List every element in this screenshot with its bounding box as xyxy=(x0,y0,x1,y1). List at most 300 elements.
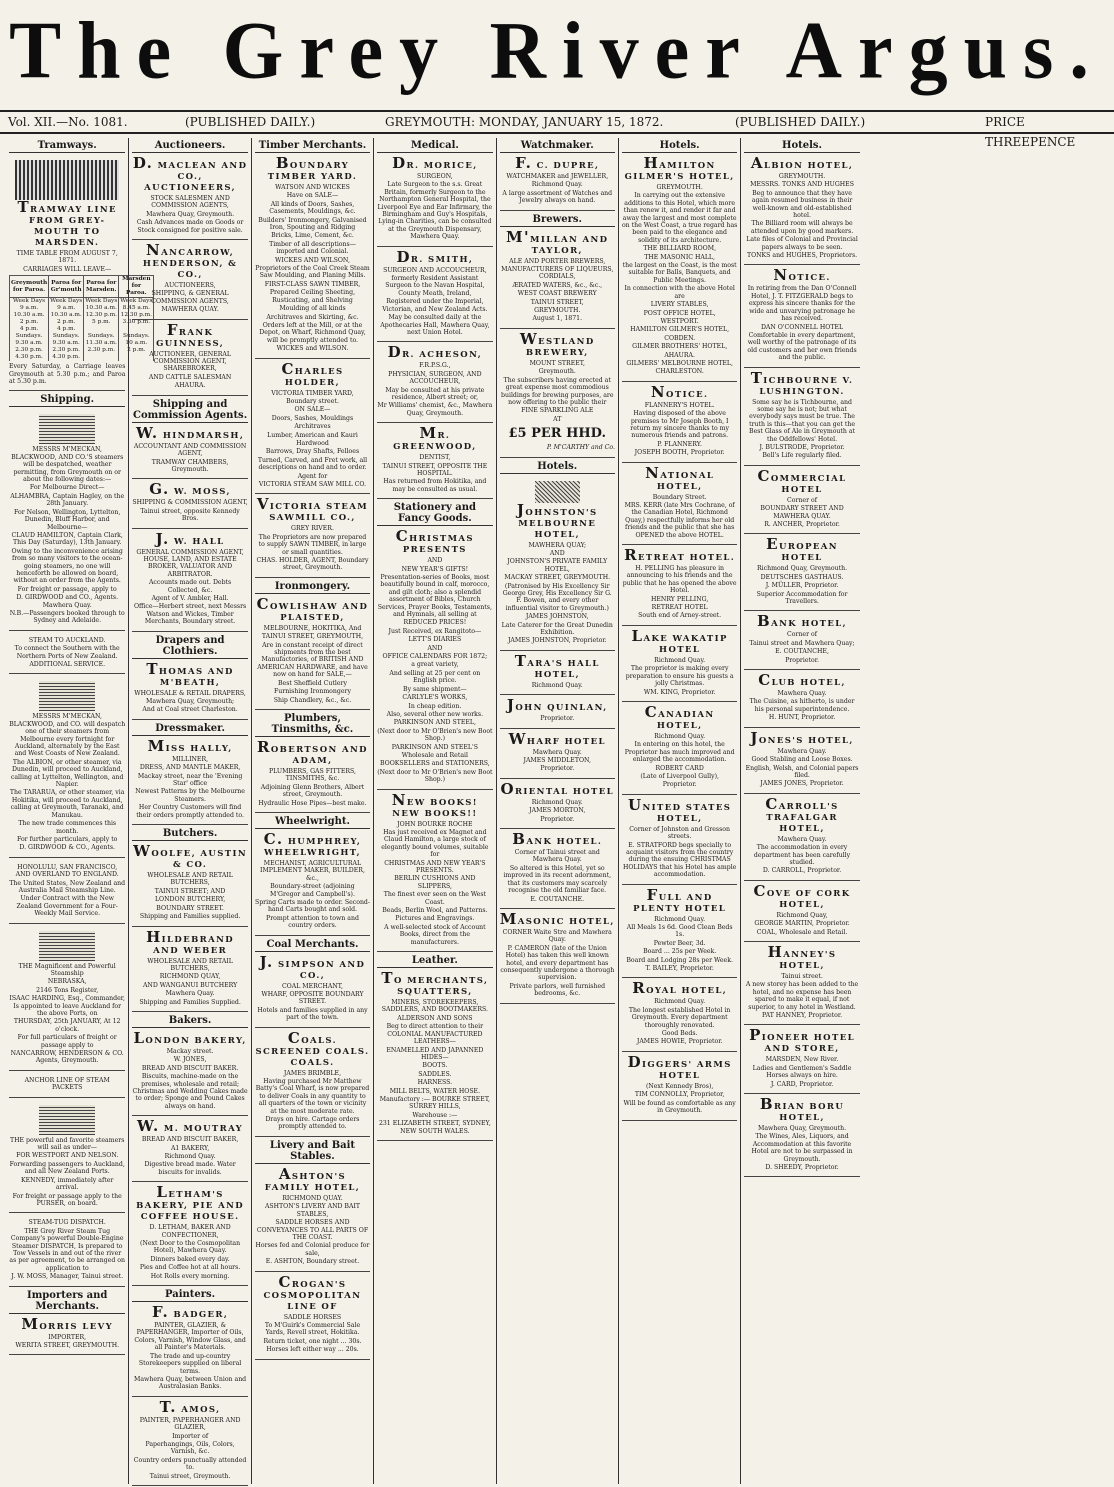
advertisement xyxy=(132,156,247,240)
advertisement-line: The United States, New Zealand and Australia Mail Steamship Line. xyxy=(9,879,126,894)
advertisement xyxy=(9,927,125,1071)
advertisement-line: SADDLE HORSES AND CONVEYANCES TO ALL PARTS OF THE COAST. xyxy=(256,1219,369,1241)
advertisement-line: JAMES JONES, Proprietor. xyxy=(760,780,844,788)
advertisement-line: FINE SPARKLING ALE xyxy=(521,407,594,415)
advertisement-line: Some say he is Tichbourne, and some say he is not; but what everybody says must be true. The truth is this—that you can get the Best Glass of Ale in Greymouth at the Oddfellows' Hotel. xyxy=(749,398,856,443)
advertisement xyxy=(132,1028,248,1116)
advertisement xyxy=(9,1074,125,1098)
advertisement-line: MANUFACTURERS OF LIQUEURS, CORDIALS, xyxy=(501,266,614,281)
advertisement-line: D. GIRDWOOD and CO., Agents. Mawhera Quay. xyxy=(16,594,119,609)
section-heading: Timber Merchants. xyxy=(255,140,370,153)
advertisement-line: WHOLESALE AND RETAIL BUTCHERS, xyxy=(147,872,233,887)
advertisement-line: (Patronised by His Excellency Sir George Grey, His Excellency Sir G. F. Bowen, and every other influential visitor to Greymouth.) xyxy=(502,582,612,612)
advertisement-line: Richmond Quay, Greymouth. xyxy=(757,565,848,573)
advertisement-line: MAWHERA QUAY; xyxy=(528,541,587,549)
advertisement-title: WHARF HOTEL xyxy=(508,729,606,748)
advertisement-line: Proprietor. xyxy=(662,781,697,789)
advertisement xyxy=(377,790,492,953)
advertisement-line: Manufactory :— BOURKE STREET, SURREY HILLS, xyxy=(379,1095,490,1111)
advertisement-line: ALHAMBRA, Captain Hagley, on the 28th January. xyxy=(10,492,125,508)
advertisement-line: WHOLESALE & RETAIL DRAPERS, xyxy=(134,689,246,697)
advertisement-line: For Melbourne Direct— xyxy=(29,484,105,492)
advertisement xyxy=(132,659,247,720)
advertisement-line: GILMERS' MELBOURNE HOTEL, xyxy=(626,359,733,367)
advertisement-line: F.R.P.S.G., xyxy=(419,362,451,370)
advertisement-line: WHARF, OPPOSITE BOUNDARY STREET. xyxy=(261,991,364,1006)
advertisement-title: J. SIMPSON AND CO., xyxy=(259,952,366,981)
advertisement-line: Turned, Carved, and Fret work, all descriptions on hand and to order. xyxy=(257,456,368,472)
advertisement-line: Under Contract with the New Zealand Government for a Four-Weekly Mail Service. xyxy=(16,895,118,918)
advertisement-line: Richmond Quay, xyxy=(776,911,828,919)
advertisement-line: The subscribers having erected at great expense most commodious buildings for brewing purposes, are now offering to the public their xyxy=(501,376,614,406)
advertisement xyxy=(744,673,859,728)
advertisement-line: P. FLANNERY. xyxy=(657,440,703,448)
advertisement-line: T. BAILEY, Proprietor. xyxy=(645,965,714,973)
advertisement-title: PIONEER HOTEL AND STORE, xyxy=(749,1026,855,1055)
advertisement-line: Shipping and Families Supplied. xyxy=(139,998,241,1006)
advertisement-line: The proprietor is making every preparation to ensure his guests a jolly Christmas. xyxy=(625,665,734,688)
advertisement-title: ROYAL HOTEL, xyxy=(632,979,728,998)
advertisement-line: Richmond Quay. xyxy=(531,681,583,689)
advertisement-line: Corner of Johnston and Gresson streets. xyxy=(629,825,730,841)
advertisement-title: EUROPEAN HOTEL xyxy=(766,535,838,564)
advertisement-title: JONES'S HOTEL, xyxy=(750,728,854,747)
column-7 xyxy=(740,138,862,1484)
timetable-cell: Week Days 10.30 a.m. 12.30 p.m. 5 p.m. Sundays. 11.30 a.m. 2.30 p.m. xyxy=(84,298,119,362)
section-heading: Coal Merchants. xyxy=(255,939,370,952)
advertisement-line: Paperhangings, Oils, Colors, Varnish, &c. xyxy=(145,1440,235,1456)
advertisement-line: (Next door to Mr O'Brien's new Boot Shop.) xyxy=(377,727,493,743)
advertisement-line: ISAAC HARDING, Esq., Commander, Is appointed to leave Auckland for the above Ports, on xyxy=(9,995,125,1017)
timetable-header: Marsden for Paroa. xyxy=(119,276,154,298)
advertisement-line: MESSRS. TONKS AND HUGHES xyxy=(750,181,854,189)
advertisement-title: MASONIC HOTEL, xyxy=(499,909,615,928)
advertisement-line: Cash Advances made on Goods or Stock consigned for positive sale. xyxy=(136,219,244,234)
advertisement-line: HONOLULU, SAN FRANCISCO, AND OVERLAND TO ENGLAND. xyxy=(15,863,119,879)
advertiser-signature: P. M'CARTHY and Co. xyxy=(546,444,615,452)
advertisement-line: VICTORIA TIMBER YARD, xyxy=(271,389,354,397)
advertisement-line: WM. KING, Proprietor. xyxy=(643,688,716,696)
advertisement-line: Wholesale and Retail xyxy=(401,751,468,759)
advertisement-title: MISS HALLY, xyxy=(147,736,233,755)
advertisement-line: HENRY PELLING, xyxy=(651,595,709,603)
advertisement xyxy=(500,156,615,211)
advertisement-line: Tainui street and Mawhera Quay; xyxy=(749,639,855,647)
advertisement-line: Pewter Beer, 3d. xyxy=(653,939,706,947)
advertisement-line: GREY RIVER. xyxy=(291,525,334,533)
advertisement-title: ROBERTSON AND ADAM, xyxy=(256,737,368,766)
advertisement-line: Richmond Quay. xyxy=(531,798,583,806)
advertisement xyxy=(744,614,859,670)
advertisement-line: Late Surgeon to the s.s. Great Britain, formerly Surgeon to the Northampton General Hospital, the Liverpool Eye and Ear Infirmary, the Birmingham and Guy's Hospitals, Lying-in Charities, can be consulted at the Greymouth Dispensary, Mawhera Quay. xyxy=(377,181,493,241)
royal-crest-illustration xyxy=(535,481,580,503)
advertisement xyxy=(744,466,859,535)
advertisement xyxy=(377,426,492,499)
advertisement-line: A large assortment of Watches and Jewelry always on hand. xyxy=(502,189,613,205)
advertisement-title: FRANK GUINNESS, xyxy=(156,320,225,349)
advertisement-line: H. PELLING has pleasure in announcing to his friends and the public that he has opened the above Hotel. xyxy=(622,565,737,595)
advertisement-title: DR. SMITH, xyxy=(396,247,474,266)
advertisement-line: Tainui street, opposite Kennedy Bros. xyxy=(140,507,240,523)
advertisement-line: Hydraulic Hose Pipes—best make. xyxy=(258,799,367,807)
advertisement-line: BREAD AND BISCUIT BAKER, xyxy=(141,1136,239,1144)
advertisement-line: All Meals 1s 6d. Good Clean Beds 1s. xyxy=(626,924,733,939)
advertisement-title: M'MILLAN AND TAYLOR, xyxy=(506,227,609,256)
advertisement-line: ALE AND PORTER BREWERS, xyxy=(509,257,606,265)
advertisement-line: JOSEPH BOOTH, Proprietor. xyxy=(634,449,725,457)
price-highlight: £5 PER HHD. xyxy=(508,426,607,442)
steamship-illustration xyxy=(39,931,95,961)
advertisement-line: J. BULSTRODE, Proprietor. xyxy=(759,443,845,451)
advertisement xyxy=(377,156,492,247)
advertisement-line: AUCTIONEERS, xyxy=(164,282,216,290)
advertisement-line: LETT'S DIARIES xyxy=(408,636,462,644)
advertisement-line: Horses fed and Colonial produce for sale, xyxy=(255,1242,370,1257)
advertisement-line: H. HUNT, Proprietor. xyxy=(768,714,836,722)
advertisement-line: AND xyxy=(427,557,443,565)
advertisement-title: G. W. MOSS, xyxy=(149,480,231,499)
advertisement-line: The longest established Hotel in Greymouth. Every department thoroughly renovated. xyxy=(628,1006,731,1029)
advertisement-line: The finest ever seen on the West Coast. xyxy=(383,891,487,906)
advertisement-line: SADDLE HORSES xyxy=(283,1313,342,1321)
advertisement-line: Beg to announce that they have again resumed business in their well-known and old-established hotel. xyxy=(751,189,853,220)
advertisement-line: CLAUD HAMILTON, Captain Clark, This Day (Saturday), 13th January. xyxy=(11,531,123,547)
advertisement-line: Mawhera Quay. xyxy=(777,747,827,755)
advertisement-line: ADDITIONAL SERVICE. xyxy=(29,661,106,668)
advertisement-line: Beads, Berlin Wool, and Patterns. xyxy=(382,907,488,915)
section-heading: Wheelwright. xyxy=(255,816,370,829)
advertisement-line: English, Welsh, and Colonial papers filed. xyxy=(745,764,859,779)
advertisement-line: Agent for xyxy=(297,472,328,480)
section-heading: Drapers and Clothiers. xyxy=(132,635,247,659)
steamship-illustration xyxy=(39,681,95,711)
advertisement-line: THE Magnificent and Powerful Steamship xyxy=(18,962,116,977)
advertisement-line: REDUCED PRICES! xyxy=(403,619,467,627)
advertisement-line: D. SHEEDY, Proprietor. xyxy=(765,1164,839,1172)
advertisement-title: JOHNSTON'S MELBOURNE HOTEL, xyxy=(516,500,598,540)
advertisement-title: BANK HOTEL. xyxy=(512,830,603,849)
section-heading: Hotels. xyxy=(500,461,615,474)
advertisement-line: J. CARD, Proprietor. xyxy=(770,1080,834,1088)
advertisement-title: THOMAS AND M'BEATH, xyxy=(146,659,234,688)
advertisement-line: J. MÜLLER, Proprietor. xyxy=(765,582,839,590)
advertisement-line: WERITA STREET, GREYMOUTH. xyxy=(15,1341,120,1349)
advertisement-line: HAMILTON GILMER'S HOTEL, xyxy=(630,326,730,334)
advertisement-title: TRAMWAY LINE FROM GREY-MOUTH TO MARSDEN. xyxy=(17,198,117,248)
advertisement-title: CHRISTMAS PRESENTS xyxy=(395,527,474,556)
advertisement-line: The new trade commences this month. xyxy=(18,820,117,835)
advertisement-line: AT xyxy=(553,415,562,423)
advertisement-line: STEAM TO AUCKLAND. xyxy=(28,636,106,644)
advertisement-line: WEST COAST BREWERY xyxy=(517,290,597,298)
advertisement-line: For further particulars, apply to xyxy=(16,835,118,843)
advertisement-line: SURGEON AND ACCOUCHEUR, xyxy=(383,266,487,274)
advertisement-line: MRS. KERR (late Mrs Cochrane, of the Canadian Hotel, Richmond Quay,) respectfully informs her old friends and the public that she has OPENED the above HOTEL. xyxy=(624,502,735,539)
advertisement xyxy=(9,1101,125,1214)
section-heading: Brewers. xyxy=(500,214,615,227)
advertisement-title: TO MERCHANTS, SQUATTERS, xyxy=(381,969,489,998)
advertisement-title: HAMILTON GILMER'S HOTEL, xyxy=(624,154,735,182)
advertisement-line: MACKAY STREET, GREYMOUTH. xyxy=(504,574,611,582)
advertisement xyxy=(255,497,370,577)
column-2 xyxy=(128,138,250,1484)
advertisement xyxy=(132,423,247,480)
advertisement-line: Biscuits, machine-made on the premises, wholesale and retail; Christmas and Wedding Cakes made to order; Sponge and Pound Cakes always on hand. xyxy=(132,1073,248,1110)
advertisement-line: Mawhera Quay, between Union and Australasian Banks. xyxy=(134,1375,247,1391)
advertisement xyxy=(500,477,615,651)
advertisement-line: Has returned from Hokitika, and may be consulted as usual. xyxy=(383,478,487,493)
place-and-date: GREYMOUTH: MONDAY, JANUARY 15, 1872. xyxy=(385,115,664,129)
section-heading: Hotels. xyxy=(744,140,859,153)
advertisement xyxy=(132,529,247,632)
advertisement-line: The trade and up-country Storekeepers supplied on liberal terms. xyxy=(138,1352,242,1375)
advertisement-title: NANCARROW, HENDERSON, & CO., xyxy=(142,241,238,281)
advertisement-line: RETREAT HOTEL xyxy=(651,604,708,612)
advertisement-line: For Nelson, Wellington, Lyttelton, Dunedin, Bluff Harbor, and Melbourne— xyxy=(14,508,121,531)
advertisement-title: ASHTON'S FAMILY HOTEL, xyxy=(264,1164,361,1193)
advertisement-title: DR. MORICE, xyxy=(392,154,478,172)
advertisement xyxy=(377,529,492,789)
advertisement xyxy=(744,728,859,794)
advertisement-line: (Next Door to the Cosmopolitan Hotel), Mawhera Quay. xyxy=(140,1240,241,1255)
advertisement-line: JAMES JOHNSTON, xyxy=(525,613,589,621)
advertisement-line: Horses left either way ... 20s. xyxy=(266,1346,359,1354)
advertisement-line: MAWHERA QUAY. xyxy=(161,306,219,314)
advertisement-title: LAKE WAKATIP HOTEL xyxy=(631,626,728,655)
advertisement-line: Beg to direct attention to their COLONIAL MANUFACTURED LEATHERS— xyxy=(386,1023,484,1046)
advertisement-line: a great variety, xyxy=(411,661,459,669)
advertisement-line: For freight or passage apply to the PURSER, on board. xyxy=(12,1192,122,1207)
advertisement-line: MELBOURNE, HOKITIKA, And xyxy=(263,624,362,632)
advertisement-line: BOUNDARY STREET. xyxy=(156,904,224,912)
advertisement xyxy=(9,156,153,391)
advertisement-title: UNITED STATES HOTEL, xyxy=(628,795,732,824)
advertisement-line: BERLIN CUSHIONS AND SLIPPERS, xyxy=(394,875,476,890)
advertisement-line: ÆRATED WATERS, &c., &c., xyxy=(512,281,603,289)
advertisement-line: STOCK SALESMEN AND COMMISSION AGENTS, xyxy=(150,195,230,210)
advertisement-line: Architraves and Skirting, &c. xyxy=(266,313,359,321)
advertisement-line: POST OFFICE HOTEL, xyxy=(643,309,716,317)
advertisement-line: THE powerful and favorite steamers will sail as under— xyxy=(10,1136,125,1152)
advertisement-line: Pies and Coffee hot at all hours. xyxy=(139,1264,241,1272)
advertisement-line: Board and Lodging 28s per Week. xyxy=(626,956,733,964)
advertisement-line: Richmond Quay. xyxy=(164,1153,216,1160)
advertisement-line: Also, several other new works. xyxy=(386,710,484,718)
advertisement-line: Superior Accommodation for Travellers. xyxy=(756,590,848,606)
advertisement-line: VICTORIA STEAM SAW MILL CO. xyxy=(258,481,367,488)
advertisement-line: Agent of V. Ambler, Hall. xyxy=(151,594,229,602)
timetable-header: Paroa for Marsden. xyxy=(84,276,119,298)
advertisement-title: NOTICE. xyxy=(650,382,709,401)
advertisement-line: BOOKSELLERS and STATIONERS, xyxy=(379,760,490,768)
tramway-engine-illustration xyxy=(15,160,119,200)
advertisement-line: In retiring from the Dan O'Connell Hotel, J. T. FITZGERALD begs to express his sincere thanks for the wide and unvarying patronage he has received. xyxy=(747,285,857,323)
section-heading: Painters. xyxy=(132,1289,247,1302)
advertisement xyxy=(744,1028,859,1094)
advertisement-line: AND xyxy=(549,549,565,557)
advertisement-line: Hotels and families supplied in any part of the town. xyxy=(257,1006,368,1022)
advertisement-line: Accounts made out. Debts Collected, &c. xyxy=(148,579,232,594)
advertisement xyxy=(622,463,737,545)
advertisement xyxy=(9,1314,125,1356)
advertisement-line: Has just received ex Magnet and Claud Hamilton, a large stock of elegantly bound volumes, suitable for xyxy=(381,828,489,859)
advertisement-line: ANCHOR LINE OF STEAM PACKETS xyxy=(24,1076,110,1092)
advertisement-line: GREYMOUTH. xyxy=(534,307,581,315)
advertisement-line: MESSRS M'MECKAN, BLACKWOOD, and CO. will despatch one of their steamers from Melbourne every fortnight for Auckland, alternately by the East and West Coasts of New Zealand. xyxy=(9,713,126,758)
timetable-header: Greymouth for Paroa. xyxy=(10,276,49,298)
advertisement-line: Barrows, Dray Shafts, Felloes xyxy=(265,448,360,456)
advertisement xyxy=(255,1272,370,1360)
advertisement-line: DEUTSCHES GASTHAUS. xyxy=(760,573,844,581)
advertisement-title: COMMERCIAL HOTEL xyxy=(757,466,847,495)
advertisement-line: 231 ELIZABETH STREET, SYDNEY, NEW SOUTH WALES. xyxy=(378,1120,491,1135)
advertisement xyxy=(500,779,615,829)
advertisement xyxy=(255,952,370,1028)
advertisement-line: CHRISTMAS AND NEW YEAR'S PRESENTS. xyxy=(384,859,486,874)
timetable-header: Paroa for Gr'mouth xyxy=(49,276,84,298)
advertisement xyxy=(377,247,492,343)
advertisement-line: So altered is this Hotel, yet so improved in its recent adornment, that its customers may scarcely recognise the old familiar face. xyxy=(503,864,612,895)
column-3 xyxy=(251,138,373,1484)
advertisement-title: RETREAT HOTEL. xyxy=(624,546,736,565)
advertisement-title: DR. ACHESON, xyxy=(387,343,483,362)
advertisement-title: J. W. HALL xyxy=(155,529,225,548)
advertisement-line: Adjoining Glenn Brothers, Albert street, Greymouth. xyxy=(260,783,365,799)
advertisement-line: DENTIST, xyxy=(419,454,451,462)
advertisement-line: LIVERY STABLES, xyxy=(650,301,709,309)
advertisement-title: LETHAM'S BAKERY, PIE AND COFFEE HOUSE. xyxy=(136,1183,245,1223)
steamship-illustration xyxy=(39,1105,95,1135)
advertisement-title: COALS. SCREENED COALS. COALS. xyxy=(255,1028,370,1068)
advertisement-line: R. ANCHER, Proprietor. xyxy=(764,521,840,528)
advertisement-line: AUCTIONEER, GENERAL COMMISSION AGENT, SHAREBROKER, xyxy=(149,350,231,373)
advertisement xyxy=(744,537,859,611)
advertisement-line: Richmond Quay. xyxy=(654,915,706,923)
column-4 xyxy=(373,138,495,1484)
masthead xyxy=(0,0,1114,100)
section-heading: Auctioneers. xyxy=(132,140,247,153)
advertisement xyxy=(500,651,615,695)
advertisement-line: AHAURA. xyxy=(174,382,206,390)
advertisement-line: Proprietor. xyxy=(540,715,575,723)
advertisement-line: Mr Williams' chemist, &c., Mawhera Quay, Greymouth. xyxy=(377,402,493,417)
advertisement-title: LONDON BAKERY, xyxy=(133,1028,247,1047)
advertisement-line: Ship Chandlery, &c., &c. xyxy=(273,696,352,704)
advertisement-line: For full particulars of freight or passage apply to xyxy=(17,1034,117,1049)
advertisement-line: ON SALE— xyxy=(294,406,331,414)
column-1 xyxy=(6,138,153,1484)
advertisement-line: STEAM-TUG DISPATCH. xyxy=(28,1219,106,1227)
advertisement-line: Bell's Life regularly filed. xyxy=(762,452,842,460)
advertisement-title: BRIAN BORU HOTEL, xyxy=(759,1095,845,1124)
advertisement xyxy=(622,795,737,885)
advertisement-title: F. BADGER, xyxy=(151,1303,229,1322)
advertisement-line: Furnishing Ironmongery xyxy=(273,688,351,696)
advertisement-line: P. CAMERON (late of the Union Hotel) has taken this well known hotel, and every department has consequently undergone a thorough supervision. xyxy=(500,944,615,982)
price: PRICE THREEPENCE xyxy=(985,115,1076,149)
advertisement xyxy=(255,1028,370,1137)
advertisement-line: NANCARROW, HENDERSON & CO. Agents, Greymouth. xyxy=(10,1050,124,1065)
advertisement-title: CARROLL'S TRAFALGAR HOTEL, xyxy=(765,794,839,834)
advertisement-line: Best Sheffield Cutlery xyxy=(277,679,347,687)
advertisement-line: August 1, 1871. xyxy=(532,315,583,323)
advertisement-line: South end of Arney-street. xyxy=(638,612,722,620)
advertisement-line: ALDERSON AND SONS xyxy=(397,1014,473,1022)
advertisement-line: COBDEN. xyxy=(664,334,696,342)
advertisement xyxy=(132,736,247,825)
advertisement-line: Hardwood xyxy=(296,439,329,447)
advertisement-line: Registered under the Imperial, Victorian, and New Zealand Acts. xyxy=(382,298,488,313)
advertisement-line: (Next door to Mr O'Brien's new Boot Shop.) xyxy=(377,768,493,784)
advertisement-line: ASHTON'S LIVERY AND BAIT STABLES, xyxy=(264,1203,361,1218)
advertisement-title: CANADIAN HOTEL, xyxy=(644,702,715,731)
advertisement-line: Boundary-street (adjoining M'Gregor and Campbell's). xyxy=(270,883,355,898)
advertisement-line: Timber of all descriptions—imported and Colonial. xyxy=(269,240,356,256)
column-5 xyxy=(496,138,618,1484)
advertisement-line: A new storey has been added to the hotel, and no expense has been spared to make it equal, if not superior, to any hotel in Westland. xyxy=(745,981,859,1011)
advertisement-line: Shipping and Families supplied. xyxy=(139,913,241,921)
advertisement-line: NEBRASKA, xyxy=(47,978,87,986)
section-heading: Bakers. xyxy=(132,1015,247,1028)
advertisement-line: PAINTER, PAPERHANGER AND GLAZIER, xyxy=(139,1416,241,1432)
advertisement xyxy=(500,329,615,458)
section-heading: Shipping and Commission Agents. xyxy=(132,398,248,421)
advertisement-line: BREAD AND BISCUIT BAKER. xyxy=(141,1064,239,1072)
advertisement-line: formerly Resident Assistant Surgeon to the Navan Hospital, County Meath, Ireland, xyxy=(385,275,485,297)
advertisement-title: TARA'S HALL HOTEL, xyxy=(514,651,600,680)
advertisement-line: TIME TABLE FROM AUGUST 7, 1871. xyxy=(16,250,118,265)
advertisement xyxy=(255,594,370,710)
advertisement-line: ACCOUNTANT AND COMMISSION AGENT, xyxy=(133,442,247,458)
advertisement-line: Boundary Street. xyxy=(652,493,707,501)
advertisement xyxy=(132,243,247,320)
advertisement xyxy=(255,156,370,359)
advertisement xyxy=(132,1185,247,1286)
advertisement xyxy=(622,1052,737,1121)
advertisement-title: CLUB HOTEL, xyxy=(758,671,846,690)
advertisement-line: Having purchased Mr Matthew Batty's Coal Wharf, is now prepared to deliver Coals in any quantity to all quarters of the town or vicinity at the most moderate rate. xyxy=(255,1078,370,1115)
advertisement-line: Moulding of all kinds xyxy=(279,305,346,313)
advertisement-line: Digestive bread made. Water biscuits for invalids. xyxy=(144,1161,236,1176)
advertisement-title: W. HINDMARSH, xyxy=(135,423,245,442)
advertisement-line: In entering on this hotel, the Proprietor has much improved and enlarged the accommodation. xyxy=(624,741,735,764)
advertisement xyxy=(744,794,859,881)
advertisement-line: THURSDAY, 25th JANUARY, At 12 o'clock. xyxy=(13,1018,121,1033)
advertisement-title: BOUNDARY TIMBER YARD. xyxy=(267,154,358,182)
advertisement-title: FULL AND PLENTY HOTEL xyxy=(633,885,727,914)
advertisement-line: W. JONES, xyxy=(173,1056,207,1064)
advertisement-line: To M'Guirk's Commercial Sale Yards, Revell street, Hokitika. xyxy=(264,1321,361,1337)
advertisement xyxy=(254,829,370,936)
advertisement-line: WESTPORT. xyxy=(660,317,699,325)
advertisement-title: MR. GREENWOOD, xyxy=(393,424,477,453)
advertisement-line: D. GIRDWOOD & CO., Agents. xyxy=(19,844,116,852)
advertisement-line: Greymouth. xyxy=(538,368,576,376)
timetable-cell: Week Days 8.45 a.m. 12.30 p.m. 3.30 p.m. Sundays. 10 a.m. 2 p.m. xyxy=(119,298,154,362)
advertisement xyxy=(744,268,859,367)
section-heading: Importers and Merchants. xyxy=(9,1290,125,1314)
advertisement xyxy=(377,971,492,1141)
advertisement-line: JAMES BRIMBLE, xyxy=(283,1069,342,1077)
advertisement-line: 2146 Tons Register, xyxy=(36,986,99,994)
advertisement-line: TRAMWAY CHAMBERS, Greymouth. xyxy=(151,458,229,473)
advertisement-line: Proprietors of the Coal Creek Steam Saw Moulding, and Planing Mills. xyxy=(255,265,370,280)
advertisement-line: Richmond Quay. xyxy=(531,181,583,189)
advertisement-line: E. COUTANCHE. xyxy=(530,895,585,903)
advertisement-line: Mawhera Quay, Greymouth. xyxy=(146,210,235,218)
advertisement-line: IMPORTER, xyxy=(48,1333,87,1341)
advertisement-line: LONDON BUTCHERY, xyxy=(154,896,226,904)
